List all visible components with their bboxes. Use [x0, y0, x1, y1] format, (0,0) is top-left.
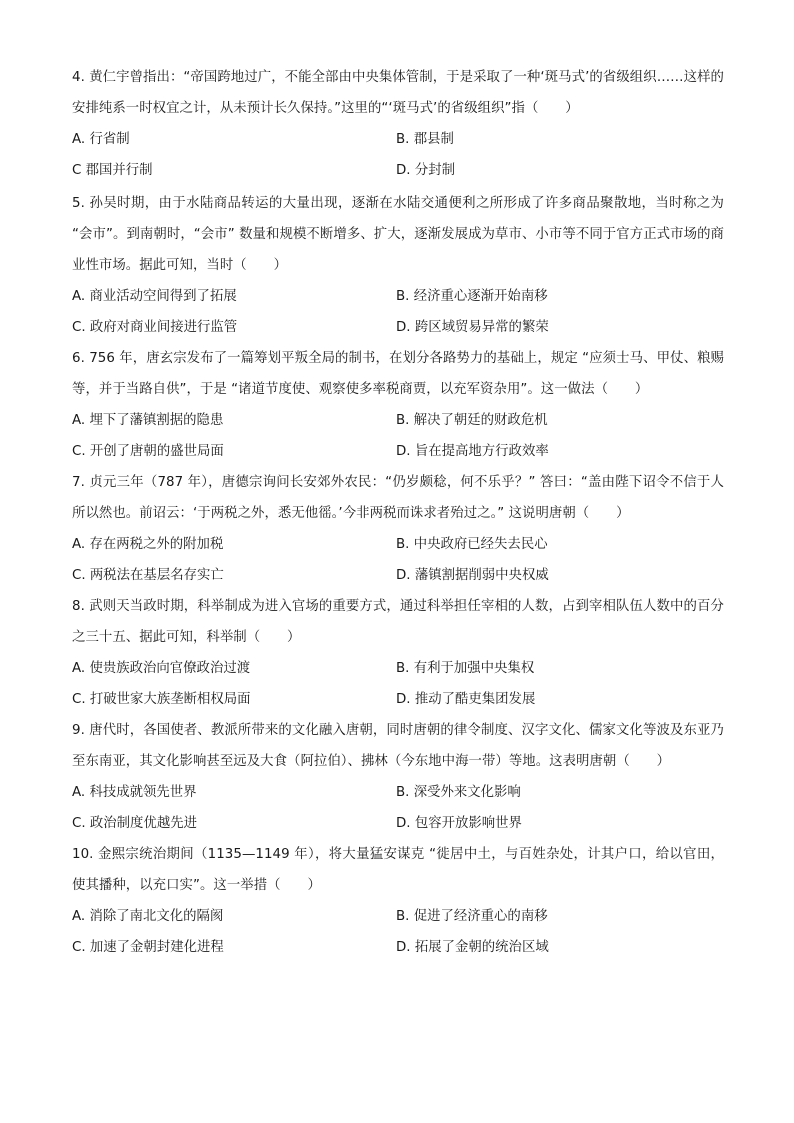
question-stem: 6. 756 年，唐玄宗发布了一篇筹划平叛全局的制书，在划分各路势力的基础上，规定 “应须士马、甲仗、粮赐等，并于当路自供”，于是 “诸道节度使、观察使多率税商贾，以充军资杂用”。这一做法（ ） — [72, 351, 724, 397]
option-a: A. 使贵族政治向官僚政治过渡 — [72, 661, 251, 676]
question-7 — [72, 467, 724, 591]
option-d: D. 藩镇割据削弱中央权威 — [396, 568, 549, 583]
option-a: A. 消除了南北文化的隔阂 — [72, 909, 224, 924]
exam-page — [72, 62, 724, 963]
option-list — [72, 281, 724, 343]
option-b: B. 郡县制 — [396, 132, 454, 147]
question-10 — [72, 839, 724, 963]
question-stem: 4. 黄仁宇曾指出：“帝国跨地过广，不能全部由中央集体管制，于是采取了一种‘斑马式’的省级组织……这样的安排纯系一时权宜之计，从未预计长久保持。”这里的“‘斑马式’的省级组织”指（ ） — [72, 70, 724, 116]
question-4 — [72, 62, 724, 186]
question-stem: 8. 武则天当政时期，科举制成为进入官场的重要方式，通过科举担任宰相的人数，占到宰相队伍人数中的百分之三十五、据此可知，科举制（ ） — [72, 599, 724, 645]
question-stem: 5. 孙吴时期，由于水陆商品转运的大量出现，逐渐在水陆交通便利之所形成了许多商品聚散地，当时称之为 “会市”。到南朝时，“会市” 数量和规模不断增多、扩大，逐渐发展成为草市、小市等不同于官方正式市场的商业性市场。据此可知，当时（ ） — [72, 196, 724, 273]
option-c: C. 政府对商业间接进行监管 — [72, 320, 238, 335]
option-c: C. 两税法在基层名存实亡 — [72, 568, 224, 583]
question-stem: 10. 金熙宗统治期间（1135—1149 年），将大量猛安谋克 “徙居中土，与百姓杂处，计其户口，给以官田，使其播种，以充口实”。这一举措（ ） — [72, 847, 724, 893]
option-b: B. 经济重心逐渐开始南移 — [396, 289, 548, 304]
question-stem: 7. 贞元三年（787 年），唐德宗询问长安郊外农民：“仍岁颇稔，何不乐乎？” 答曰：“盖由陛下诏令不信于人所以然也。前诏云：‘于两税之外，悉无他徭。’今非两税而诛求者殆过之。” 这说明唐朝（ ） — [72, 475, 724, 521]
question-8 — [72, 591, 724, 715]
option-d: D. 包容开放影响世界 — [396, 816, 522, 831]
option-d: D. 推动了酷吏集团发展 — [396, 692, 536, 707]
option-c: C. 开创了唐朝的盛世局面 — [72, 444, 224, 459]
option-b: B. 有利于加强中央集权 — [396, 661, 535, 676]
option-c: C. 打破世家大族垄断相权局面 — [72, 692, 251, 707]
option-list — [72, 405, 724, 467]
question-6 — [72, 343, 724, 467]
option-a: A. 行省制 — [72, 132, 130, 147]
option-a: A. 埋下了藩镇割据的隐患 — [72, 413, 224, 428]
option-list — [72, 777, 724, 839]
option-a: A. 科技成就领先世界 — [72, 785, 197, 800]
option-list — [72, 653, 724, 715]
option-b: B. 促进了经济重心的南移 — [396, 909, 548, 924]
question-stem: 9. 唐代时，各国使者、教派所带来的文化融入唐朝，同时唐朝的律令制度、汉字文化、儒家文化等波及东亚乃至东南亚，其文化影响甚至远及大食（阿拉伯）、拂林（今东地中海一带）等地。这表明唐朝（ ） — [72, 723, 724, 769]
option-c: C 郡国并行制 — [72, 163, 153, 178]
option-b: B. 解决了朝廷的财政危机 — [396, 413, 548, 428]
option-a: A. 商业活动空间得到了拓展 — [72, 289, 237, 304]
option-list — [72, 124, 724, 186]
option-d: D. 旨在提高地方行政效率 — [396, 444, 549, 459]
option-list — [72, 529, 724, 591]
option-c: C. 政治制度优越先进 — [72, 816, 197, 831]
option-d: D. 跨区域贸易异常的繁荣 — [396, 320, 549, 335]
option-list — [72, 901, 724, 963]
option-a: A. 存在两税之外的附加税 — [72, 537, 224, 552]
option-b: B. 深受外来文化影响 — [396, 785, 521, 800]
option-c: C. 加速了金朝封建化进程 — [72, 940, 224, 955]
option-d: D. 拓展了金朝的统治区域 — [396, 940, 549, 955]
question-5 — [72, 188, 724, 343]
question-9 — [72, 715, 724, 839]
option-b: B. 中央政府已经失去民心 — [396, 537, 548, 552]
option-d: D. 分封制 — [396, 163, 455, 178]
